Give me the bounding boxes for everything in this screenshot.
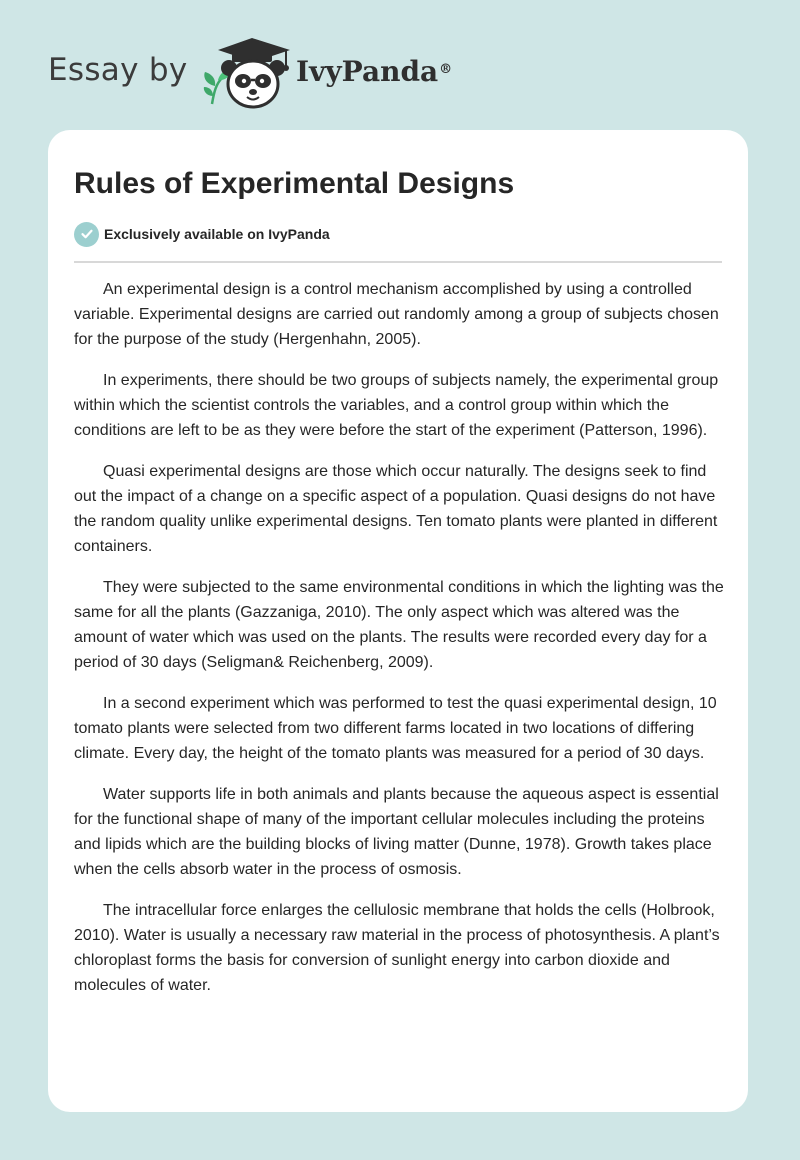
essay-by-label: Essay by — [48, 52, 188, 88]
brand-name[interactable] — [296, 54, 452, 90]
panda-graduate-icon[interactable] — [202, 34, 294, 110]
exclusive-badge — [74, 221, 330, 247]
paragraph: They were subjected to the same environmental conditions in which the lighting was the same for all the plants (Gazzaniga, 2010). The only aspect which was altered was the amount of water which was used on the plants. The results were recorded every day for a period of 30 days (Seligman& Reichenberg, 2009). — [74, 579, 724, 671]
paragraph: The intracellular force enlarges the cellulosic membrane that holds the cells (Holbrook, 2010). Water is usually a necessary raw material in the process of photosynthesis. A plant’s chloroplast forms the basis for conversion of sunlight energy into carbon dioxide and molecules of water. — [74, 902, 720, 994]
exclusive-label: Exclusively available on IvyPanda — [104, 226, 330, 242]
paragraph: Water supports life in both animals and plants because the aqueous aspect is essential for the functional shape of many of the important cellular molecules including the proteins and lipids which are the building blocks of living matter (Dunne, 1978). Growth takes place when the cells absorb water in the process of osmosis. — [74, 786, 719, 878]
paragraph: In a second experiment which was performed to test the quasi experimental design, 10 tomato plants were selected from two different farms located in two locations of differing climate. Every day, the height of the tomato plants was measured for a period of 30 days. — [74, 695, 717, 762]
page-title: Rules of Experimental Designs — [74, 167, 515, 200]
paragraph: An experimental design is a control mechanism accomplished by using a controlled variable. Experimental designs are carried out randomly among a group of subjects chosen for the purpose of the study (Hergenhahn, 2005). — [74, 281, 719, 348]
site-header — [0, 0, 800, 130]
registered-mark: ® — [439, 62, 453, 77]
brand-text: IvyPanda — [296, 55, 439, 88]
essay-body — [74, 277, 729, 1014]
essay-card — [48, 130, 748, 1112]
divider — [74, 261, 722, 263]
paragraph: In experiments, there should be two groups of subjects namely, the experimental group within which the scientist controls the variables, and a control group within which the conditions are left to be as they were before the start of the experiment (Patterson, 1996). — [74, 372, 719, 439]
paragraph: Quasi experimental designs are those which occur naturally. The designs seek to find out the impact of a change on a specific aspect of a population. Quasi designs do not have the random quality unlike experimental designs. Ten tomato plants were planted in different containers. — [74, 463, 718, 555]
check-icon — [74, 222, 99, 247]
